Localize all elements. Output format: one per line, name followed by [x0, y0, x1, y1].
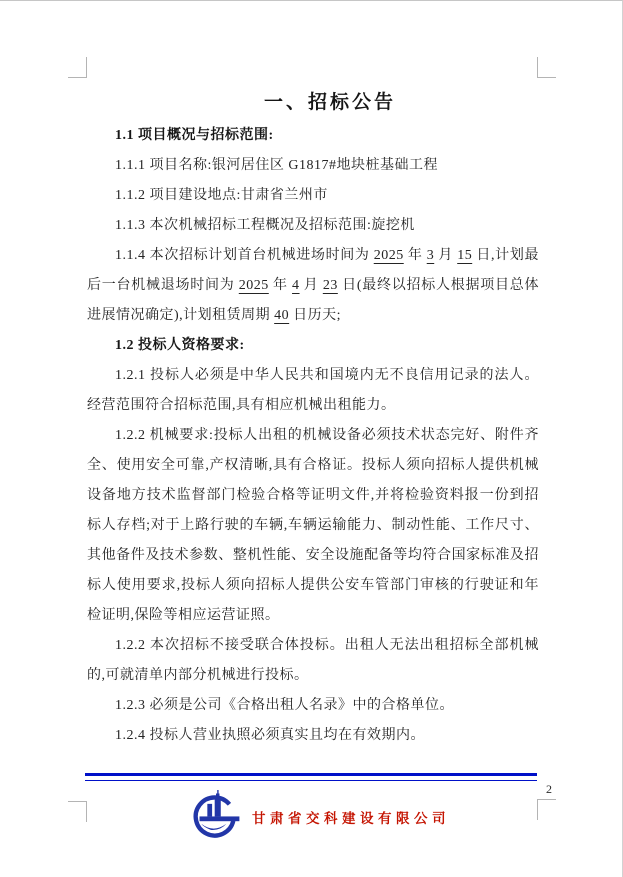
margin-corner-mark-top-left [68, 57, 87, 78]
paragraph-1-2-4: 1.2.4 投标人营业执照必须真实且均在有效期内。 [115, 728, 425, 743]
text-run: 日,计划最后一台机械退场时间为 [87, 248, 540, 293]
underlined-value-end-year: 2025 [238, 278, 269, 293]
underlined-value-lease-days: 40 [274, 308, 290, 323]
paragraph-1-2-2-consortium: 1.2.2 本次招标不接受联合体投标。出租人无法出租招标全部机械的,可就清单内部分机械进行投标。 [87, 638, 539, 683]
heading-1-1: 1.1 项目概况与招标范围: [115, 128, 274, 143]
paragraph-1-2-3: 1.2.3 必须是公司《合格出租人名录》中的合格单位。 [115, 698, 454, 713]
text-run: 年 [268, 278, 293, 293]
paragraph-1-2-1: 1.2.1 投标人必须是中华人民共和国境内无不良信用记录的法人。经营范围符合招标范围,具有相应机械出租能力。 [87, 368, 539, 413]
margin-corner-mark-bottom-left [68, 801, 87, 822]
heading-1-2: 1.2 投标人资格要求: [115, 338, 245, 353]
company-logo-icon [190, 788, 242, 846]
margin-corner-mark-bottom-right [537, 799, 556, 820]
text-run: 月 [299, 278, 323, 293]
company-name: 甘肃省交科建设有限公司 [252, 811, 450, 826]
text-run: 1.1.4 本次招标计划首台机械进场时间为 [115, 248, 374, 263]
text-run: 年 [403, 248, 427, 263]
margin-corner-mark-top-right [537, 57, 556, 78]
paragraph-1-1-3: 1.1.3 本次机械招标工程概况及招标范围:旋挖机 [115, 218, 415, 233]
text-run: 月 [434, 248, 458, 263]
paragraph-1-2-2-machinery: 1.2.2 机械要求:投标人出租的机械设备必须技术状态完好、附件齐全、使用安全可靠,产权清晰,具有合格证。投标人须向招标人提供机械设备地方技术监督部门检验合格等证明文件,并将检验资料报一份到招标人存档;对于上路行驶的车辆,车辆运输能力、制动性能、工作尺寸、其他备件及技术参数、整机性能、安全设施配备等均符合国家标准及招标人使用要求,投标人须向招标人提供公安车管部门审核的行驶证和年检证明,保险等相应运营证照。 [87, 428, 539, 623]
page-number: 2 [546, 782, 552, 796]
document-body [87, 85, 539, 751]
paragraph-1-1-4 [87, 241, 539, 331]
underlined-value-end-month: 4 [292, 278, 300, 293]
footer-divider-rule [85, 773, 537, 781]
paragraph-1-1-1: 1.1.1 项目名称:银河居住区 G1817#地块桩基础工程 [115, 158, 438, 173]
underlined-value-start-day: 15 [457, 248, 473, 263]
text-run: 日(最终以招标人根据项目总体进展情况确定),计划租赁周期 [87, 278, 540, 323]
paragraph-1-1-2: 1.1.2 项目建设地点:甘肃省兰州市 [115, 188, 328, 203]
underlined-value-start-year: 2025 [373, 248, 404, 263]
document-title: 一、招标公告 [263, 92, 396, 113]
underlined-value-end-day: 23 [322, 278, 338, 293]
underlined-value-start-month: 3 [426, 248, 435, 263]
text-run: 日历天; [289, 308, 342, 323]
